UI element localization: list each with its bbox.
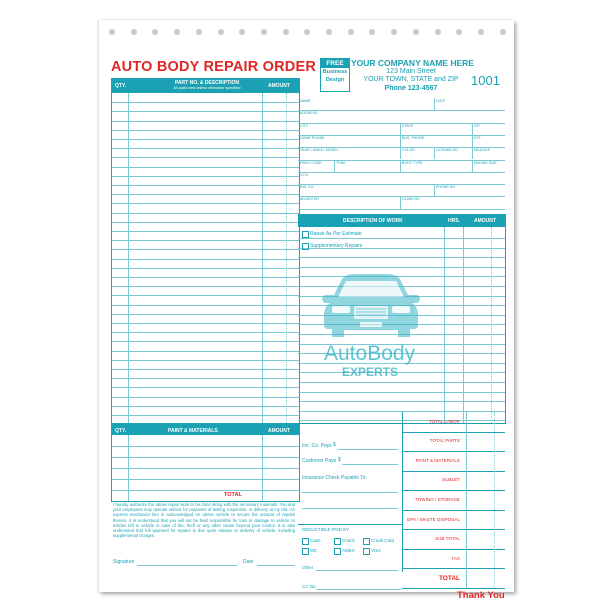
paint-col-desc: PAINT & MATERIALS: [168, 427, 218, 434]
customer-field-divider: [434, 147, 435, 159]
customer-field-divider: [400, 196, 401, 208]
mc-checkbox[interactable]: [302, 548, 309, 555]
total-row-line[interactable]: [402, 451, 505, 452]
work-amount-divider: [463, 227, 464, 423]
customer-field-label: ADJUSTER: [300, 197, 319, 202]
total-row-label: TAX: [451, 555, 460, 561]
cash-label: Cash: [310, 538, 321, 543]
supplementary-label: Supplementary Repairs: [310, 242, 363, 249]
customer-field-divider: [472, 135, 473, 147]
binding-hole: [326, 29, 332, 35]
authorization-text: I hereby authorize the above repair work to be done along with the necessary materials. You and your employees may operate vehicle for purposes of testing, inspection, or delivery at my risk. An express mechanics lien is acknowledged on above vehicle to secure the amount of repairs thereto. It is understood that you will not be held responsible for loss or damage to vehicle or articles left in vehicle in case of fire, theft or any other cause beyond your control. It is also understood that full payment for repairs is due upon release or delivery of vehicle, including supplemental charges.: [113, 502, 295, 539]
total-row-line[interactable]: [402, 471, 505, 472]
parts-amount-divider: [262, 93, 263, 423]
binding-hole: [174, 29, 180, 35]
work-col-desc: DESCRIPTION OF WORK: [343, 218, 403, 224]
parts-row-line[interactable]: [112, 111, 299, 112]
amex-label: AMEX: [342, 548, 355, 553]
form-title: AUTO BODY REPAIR ORDER: [111, 59, 317, 75]
customer-field-label: BODY TYPE: [402, 160, 423, 165]
parts-qty-divider: [128, 93, 129, 423]
date-label: Date: [243, 559, 254, 565]
ins-co-pays-line[interactable]: [338, 449, 398, 450]
total-row-line[interactable]: [402, 490, 505, 491]
work-cents-divider: [491, 227, 492, 423]
parts-row-line[interactable]: [112, 397, 299, 398]
other-label: Other: [302, 565, 314, 570]
company-phone: Phone 123-4567: [384, 85, 438, 92]
customer-row-line[interactable]: [298, 184, 505, 185]
other-line[interactable]: [316, 570, 398, 571]
customer-field-label: ENGINE SIZE: [474, 160, 497, 165]
parts-row-line[interactable]: [112, 176, 299, 177]
customer-field-label: INS. CO.: [300, 185, 315, 190]
logo-line1: Business: [322, 69, 348, 75]
customer-field-label: LICENSE NO.: [436, 148, 459, 153]
binding-hole: [456, 29, 462, 35]
company-city: YOUR TOWN, STATE and ZIP: [363, 76, 459, 83]
customer-field-divider: [472, 147, 473, 159]
binding-hole: [391, 29, 397, 35]
paint-row-line[interactable]: [112, 468, 299, 469]
binding-hole: [218, 29, 224, 35]
customer-pays-label: Customer Pays: [302, 458, 337, 464]
total-row-label: SUB TOTAL: [434, 536, 460, 542]
customer-field-divider: [400, 147, 401, 159]
customer-row-line[interactable]: [298, 209, 505, 210]
customer-field-label: CITY: [300, 123, 309, 128]
check-payable-line-2[interactable]: [302, 508, 398, 509]
customer-field-label: CLAIM NO.: [402, 197, 421, 202]
total-row-line[interactable]: [402, 432, 505, 433]
customer-field-label: NAME: [300, 99, 311, 103]
total-row-label: TOTAL: [438, 575, 460, 583]
parts-row-line[interactable]: [112, 369, 299, 370]
paint-col-amount: AMOUNT: [268, 427, 290, 434]
binding-hole: [369, 29, 375, 35]
parts-row-line[interactable]: [112, 121, 299, 122]
work-row-line[interactable]: [298, 238, 505, 239]
parts-row-line[interactable]: [112, 139, 299, 140]
car-watermark-icon: [320, 273, 422, 339]
parts-row-line[interactable]: [112, 185, 299, 186]
parts-row-line[interactable]: [112, 240, 299, 241]
binding-hole: [196, 29, 202, 35]
paint-col-qty: QTY.: [115, 427, 127, 434]
parts-col-desc-sub: All parts new unless otherwise specified: [173, 86, 241, 90]
customer-field-label: TRIM: [336, 160, 345, 165]
date-line[interactable]: [257, 565, 295, 566]
paint-table: [111, 424, 300, 502]
work-table-header: [298, 215, 505, 227]
customer-field-divider: [434, 98, 435, 110]
customer-pays-line[interactable]: [342, 464, 398, 465]
parts-row-line[interactable]: [112, 332, 299, 333]
repair-estimate-checkbox[interactable]: [302, 231, 309, 238]
thank-you: Thank You: [457, 590, 505, 601]
paint-qty-divider: [128, 435, 129, 501]
paint-row-line[interactable]: [112, 446, 299, 447]
customer-field-label: BUS. PHONE: [402, 135, 425, 140]
form-number: 1001: [471, 73, 500, 88]
work-hrs-divider: [444, 227, 445, 423]
customer-row-line[interactable]: [298, 172, 505, 173]
deductible-label: DEDUCTIBLE PAID BY: [302, 527, 350, 532]
paint-total-label: TOTAL: [224, 492, 242, 498]
work-row-line[interactable]: [298, 267, 505, 268]
company-info: [351, 58, 474, 93]
customer-field-divider: [400, 160, 401, 172]
company-logo: [320, 58, 350, 92]
parts-row-line[interactable]: [112, 378, 299, 379]
check-payable-label: Insurance Check Payable To:: [302, 475, 367, 481]
parts-row-line[interactable]: [112, 387, 299, 388]
parts-row-line[interactable]: [112, 148, 299, 149]
parts-row-line[interactable]: [112, 194, 299, 195]
work-row-line[interactable]: [298, 401, 505, 402]
customer-field-divider: [334, 160, 335, 172]
parts-row-line[interactable]: [112, 277, 299, 278]
binding-hole: [261, 29, 267, 35]
supplementary-checkbox[interactable]: [302, 243, 309, 250]
parts-col-qty: QTY.: [115, 83, 127, 89]
customer-field-label: PHONE NO.: [436, 185, 457, 190]
paint-row-line[interactable]: [112, 457, 299, 458]
company-name: YOUR COMPANY NAME HERE: [351, 58, 474, 68]
binding-holes: [99, 29, 514, 39]
ins-co-pays-dollar: $: [333, 442, 336, 448]
visa-checkbox[interactable]: [363, 548, 370, 555]
work-row-line[interactable]: [298, 257, 505, 258]
parts-row-line[interactable]: [112, 259, 299, 260]
parts-row-line[interactable]: [112, 295, 299, 296]
check-checkbox[interactable]: [334, 538, 341, 545]
work-row-line[interactable]: [298, 392, 505, 393]
parts-row-line[interactable]: [112, 203, 299, 204]
binding-hole: [304, 29, 310, 35]
customer-field-label: V.I.N.: [300, 172, 309, 177]
deductible-divider: [298, 524, 402, 525]
binding-hole: [152, 29, 158, 35]
customer-field-label: YEAR / MAKE / MODEL: [300, 148, 339, 153]
parts-row-line[interactable]: [112, 323, 299, 324]
totals-section: [402, 412, 505, 588]
binding-hole: [500, 29, 506, 35]
company-street: 123 Main Street: [386, 68, 436, 75]
customer-field-label: COLOR: [402, 148, 415, 153]
parts-row-line[interactable]: [112, 222, 299, 223]
check-label: Check: [342, 538, 355, 543]
watermark-line2: EXPERTS: [342, 365, 399, 379]
parts-table-header: [112, 79, 299, 93]
customer-field-label: STATE: [402, 123, 414, 128]
insurance-section: [298, 412, 403, 572]
parts-row-line[interactable]: [112, 406, 299, 407]
cash-checkbox[interactable]: [302, 538, 309, 545]
credit-card-label: Credit Card: [371, 538, 395, 543]
paint-amount-divider: [262, 435, 263, 501]
binding-hole: [348, 29, 354, 35]
customer-section: [298, 98, 505, 214]
visa-label: VISA: [371, 548, 382, 553]
work-table: [298, 214, 506, 424]
binding-hole: [478, 29, 484, 35]
parts-row-line[interactable]: [112, 249, 299, 250]
parts-row-line[interactable]: [112, 102, 299, 103]
parts-row-line[interactable]: [112, 167, 299, 168]
total-row-label: TOTAL LABOR: [428, 418, 460, 424]
binding-hole: [283, 29, 289, 35]
amex-checkbox[interactable]: [334, 548, 341, 555]
parts-row-line[interactable]: [112, 314, 299, 315]
total-row-line[interactable]: [402, 588, 505, 589]
parts-row-line[interactable]: [112, 305, 299, 306]
customer-row-line[interactable]: [298, 110, 505, 111]
parts-row-line[interactable]: [112, 213, 299, 214]
parts-row-line[interactable]: [112, 415, 299, 416]
parts-row-line[interactable]: [112, 286, 299, 287]
signature-label: Signature: [113, 559, 135, 565]
signature-line[interactable]: [137, 565, 237, 566]
watermark-line1: AutoBody: [324, 342, 416, 365]
cc-no-label: CC No.: [302, 584, 317, 589]
paint-row-line[interactable]: [112, 490, 299, 491]
ins-co-pays-label: Ins. Co. Pays: [302, 443, 332, 449]
customer-field-label: DATE: [436, 99, 446, 103]
customer-field-label: HOME PHONE: [300, 135, 325, 140]
parts-row-line[interactable]: [112, 130, 299, 131]
parts-table: [111, 78, 300, 424]
paint-table-header: [112, 425, 299, 435]
logo-free: FREE: [321, 59, 349, 68]
totals-amount-divider: [466, 412, 467, 588]
customer-pays-dollar: $: [338, 457, 341, 463]
total-row-label: TOWING / STORAGE: [414, 497, 460, 502]
repair-estimate-label: Repair As Per Estimate: [310, 230, 362, 237]
parts-row-line[interactable]: [112, 157, 299, 158]
work-row-line[interactable]: [298, 382, 505, 383]
parts-col-amount: AMOUNT: [268, 83, 290, 89]
binding-hole: [435, 29, 441, 35]
customer-field-divider: [400, 135, 401, 147]
total-row-line[interactable]: [402, 549, 505, 550]
total-row-line[interactable]: [402, 529, 505, 530]
customer-field-divider: [472, 123, 473, 135]
customer-field-label: MILEAGE: [474, 148, 490, 153]
credit-card-checkbox[interactable]: [363, 538, 370, 545]
total-row-label: EPA / WASTE DISPOSAL: [407, 516, 460, 522]
customer-field-label: ZIP: [474, 123, 480, 128]
parts-cents-divider: [286, 93, 287, 423]
binding-hole: [131, 29, 137, 35]
parts-row-line[interactable]: [112, 231, 299, 232]
parts-row-line[interactable]: [112, 360, 299, 361]
total-row-line[interactable]: [402, 510, 505, 511]
cc-no-line[interactable]: [317, 589, 401, 590]
customer-field-divider: [400, 123, 401, 135]
parts-col-desc: PART NO. & DESCRIPTION: [174, 80, 240, 86]
total-row-line[interactable]: [402, 568, 505, 569]
binding-hole: [413, 29, 419, 35]
parts-row-line[interactable]: [112, 351, 299, 352]
customer-field-label: EXT: [474, 135, 481, 140]
binding-hole: [109, 29, 115, 35]
logo-line2: Design: [325, 77, 345, 83]
customer-field-divider: [434, 184, 435, 196]
parts-row-line[interactable]: [112, 341, 299, 342]
work-col-amount: AMOUNT: [474, 218, 496, 224]
repair-order-form: [99, 20, 514, 601]
total-row-label: PAINT & MATERIALS: [415, 457, 460, 463]
totals-cents-divider: [494, 412, 495, 588]
customer-field-divider: [472, 160, 473, 172]
customer-field-label: PAINT CODE: [300, 160, 322, 165]
total-row-label: SUBLET: [442, 477, 460, 483]
work-row-line[interactable]: [298, 372, 505, 373]
binding-hole: [239, 29, 245, 35]
customer-field-label: ADDRESS: [300, 111, 318, 116]
total-row-label: TOTAL PARTS: [429, 438, 460, 444]
mc-label: MC: [310, 548, 317, 553]
check-payable-line[interactable]: [302, 492, 398, 493]
parts-row-line[interactable]: [112, 268, 299, 269]
work-col-hrs: HRS.: [448, 218, 460, 224]
paint-row-line[interactable]: [112, 479, 299, 480]
